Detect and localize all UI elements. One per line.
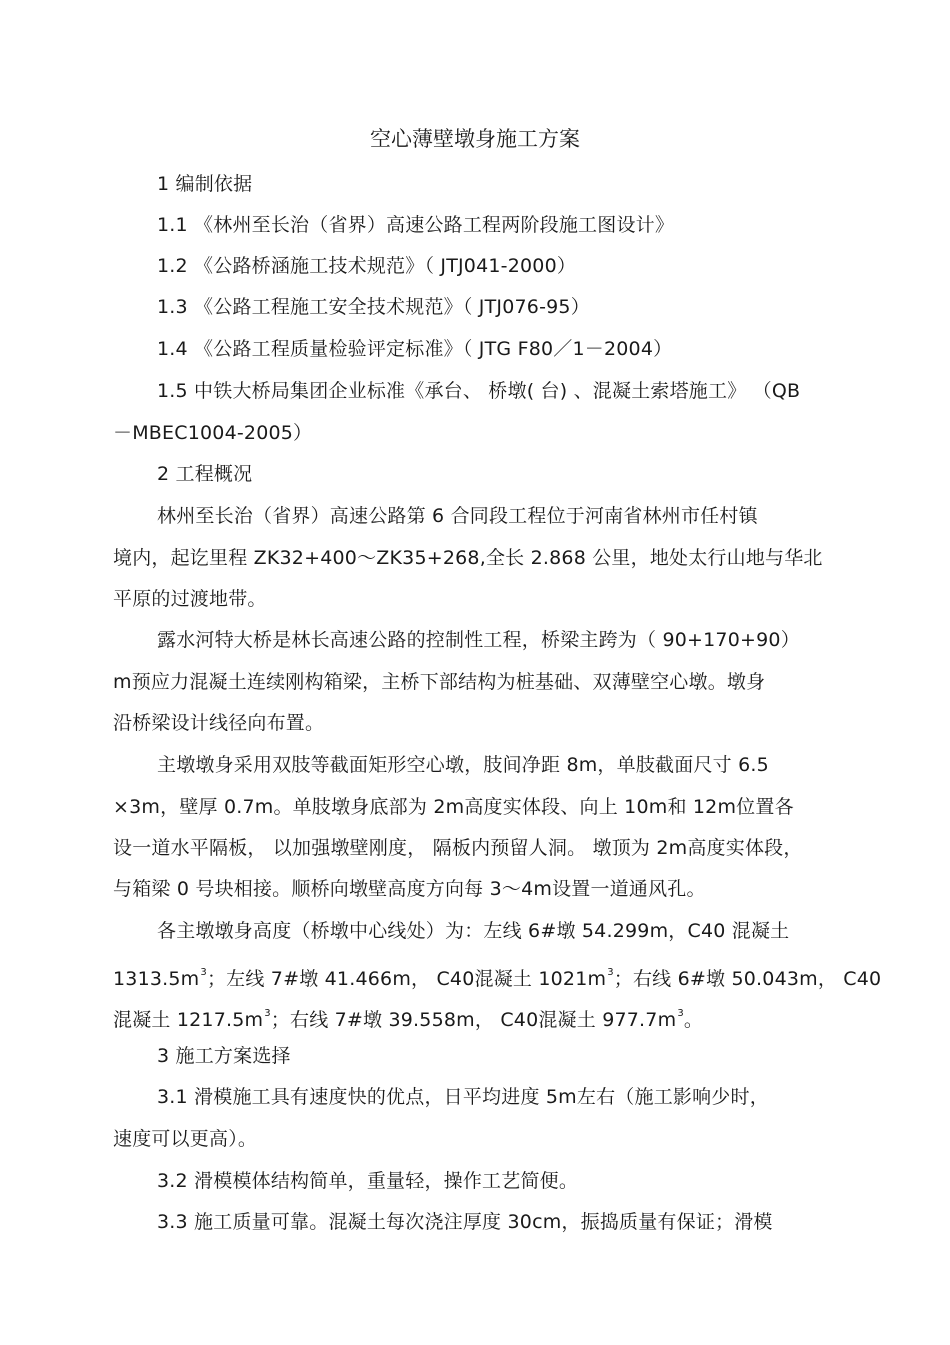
basis-item-2: 1.2 《公路桥涵施工技术规范》（ JTJ041-2000） xyxy=(157,255,577,277)
pier-volume-text: 1313.5m xyxy=(113,968,200,990)
overview-paragraph-2-line-2: m预应力混凝土连续刚构箱梁，主桥下部结构为桩基础、双薄壁空心墩。墩身 xyxy=(113,671,766,693)
overview-paragraph-2: 露水河特大桥是林长高速公路的控制性工程，桥梁主跨为（ 90+170+90） xyxy=(157,629,800,651)
overview-paragraph-3-line-4: 与箱梁 0 号块相接。顺桥向墩壁高度方向每 3～4m设置一道通风孔。 xyxy=(113,878,706,900)
overview-paragraph-1-line-3: 平原的过渡地带。 xyxy=(113,588,267,610)
superscript: 3 xyxy=(607,967,614,978)
overview-paragraph-3: 主墩墩身采用双肢等截面矩形空心墩，肢间净距 8m，单肢截面尺寸 6.5 xyxy=(157,754,769,776)
overview-paragraph-1-line-2: 境内，起讫里程 ZK32+400～ZK35+268,全长 2.868 公里，地处太行山地与华北 xyxy=(113,547,823,569)
overview-paragraph-1: 林州至长治（省界）高速公路第 6 合同段工程位于河南省林州市任村镇 xyxy=(157,505,758,527)
scheme-item-1-cont: 速度可以更高）。 xyxy=(113,1128,258,1150)
pier-volume-text: ；右线 6#墩 50.043m， C40 xyxy=(613,968,882,990)
basis-item-1: 1.1 《林州至长治（省界）高速公路工程两阶段施工图设计》 xyxy=(157,214,675,236)
basis-item-5-cont: －MBEC1004-2005） xyxy=(113,422,313,444)
document-title: 空心薄壁墩身施工方案 xyxy=(370,127,580,151)
scheme-item-3: 3.3 施工质量可靠。混凝土每次浇注厚度 30cm，振捣质量有保证；滑模 xyxy=(157,1211,773,1233)
superscript: 3 xyxy=(677,1008,684,1019)
pier-volume-text: ；右线 7#墩 39.558m， C40混凝土 977.7m xyxy=(270,1009,677,1031)
overview-paragraph-4-line-2 xyxy=(113,961,881,991)
overview-paragraph-2-line-3: 沿桥梁设计线径向布置。 xyxy=(113,712,325,734)
section-1-heading: 1 编制依据 xyxy=(157,173,253,195)
basis-item-4: 1.4 《公路工程质量检验评定标准》（ JTG F80／1－2004） xyxy=(157,338,673,360)
overview-paragraph-4-line-3 xyxy=(113,1002,703,1032)
overview-paragraph-3-line-3: 设一道水平隔板， 以加强墩壁刚度， 隔板内预留人洞。 墩顶为 2m高度实体段， xyxy=(113,837,803,859)
scheme-item-2: 3.2 滑模模体结构简单，重量轻，操作工艺简便。 xyxy=(157,1170,579,1192)
superscript: 3 xyxy=(264,1008,271,1019)
basis-item-5: 1.5 中铁大桥局集团企业标准《承台、 桥墩( 台) 、混凝土索塔施工》 （QB xyxy=(157,380,801,402)
basis-item-3: 1.3 《公路工程施工安全技术规范》（ JTJ076-95） xyxy=(157,296,590,318)
pier-volume-text: 混凝土 1217.5m xyxy=(113,1009,264,1031)
overview-paragraph-4: 各主墩墩身高度（桥墩中心线处）为：左线 6#墩 54.299m，C40 混凝土 xyxy=(157,920,790,942)
scheme-item-1: 3.1 滑模施工具有速度快的优点，日平均进度 5m左右（施工影响少时， xyxy=(157,1086,769,1108)
section-3-heading: 3 施工方案选择 xyxy=(157,1045,291,1067)
overview-paragraph-3-line-2: ×3m，壁厚 0.7m。单肢墩身底部为 2m高度实体段、向上 10m和 12m位置各 xyxy=(113,796,794,818)
pier-volume-text: ；左线 7#墩 41.466m， C40混凝土 1021m xyxy=(206,968,607,990)
pier-volume-text: 。 xyxy=(683,1009,704,1031)
section-2-heading: 2 工程概况 xyxy=(157,463,253,485)
superscript: 3 xyxy=(200,967,207,978)
